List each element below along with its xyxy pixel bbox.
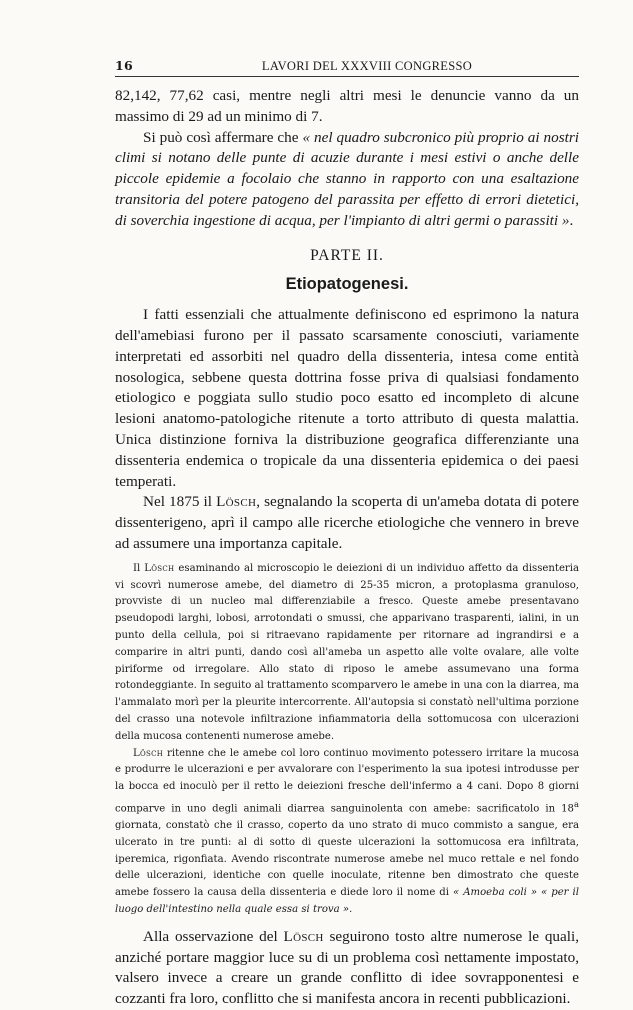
italic-quote: « Amoeba coli » « per il luogo dell'intestino nella quale essa si trova » [115, 887, 579, 916]
paragraph-losch-discovery [115, 492, 579, 554]
paragraph-rest: esaminando al microscopio le deiezioni di un individuo affetto da dissenteria vi scovrì numerose amebe, del diametro di 25-35 micron, a protoplasma granuloso, provviste di un nucleo mal differenziabile a fresco. Queste amebe presentavano pseudopodi larghi, lobosi, arrotondati o smussi, che apparivano trasparenti, ialini, in un punto della cellula, poi si ritraevano rapidamente per ritornare ad ingrandirsi e a comparire in altri punti, dando così all'ameba un aspetto alle volte ovalare, alle volte piriforme od irregolare. Allo stato di riposo le amebe assumevano una forma rotondeggiante. In seguito al trattamento scomparvero le amebe in una con la diarrea, ma l'ammalato morì per la pleurite intercorrente. All'autopsia si constatò nell'ultima porzione del crasso una notevole infiltrazione infiammatoria della sottomucosa con ulcerazioni della mucosa contenenti numerose amebe. [115, 562, 579, 742]
small-print-block [115, 561, 579, 919]
ordinal-superscript: a [573, 798, 579, 809]
paragraph-rest: ritenne che le amebe col loro continuo movimento potessero irritare la mucosa e produrre le ulcerazioni e per avvalorare con l'esperimento la sua ipotesi introdusse per la bocca ed inoculò per il retto le deiezioni fresche dell'infermo a 4 cani. Dopo 8 giorni comparve in uno degli animali diarrea sanguinolenta con amebe: sacrificatolo in 18 [115, 747, 579, 815]
paragraph-rest: , segnalando la scoperta di un'ameba dotata di potere dissenterigeno, aprì il campo alle ricerche etiologiche che vennero in breve ad assumere una importanza capitale. [115, 493, 579, 552]
paragraph-essential-facts: I fatti essenziali che attualmente definiscono ed esprimono la natura dell'amebiasi furono per il passato scarsamente conosciuti, variamente interpretati ed assorbiti nel quadro della dissenteria, intesa come entità nosologica, sebbene questa dottrina fosse priva di qualsiasi fondamento etiologico e poggiata sullo studio poco esatto ed incompleto di alcune lesioni anatomo-patologiche ritenute a torto attributo di questa malattia. Unica distinzione forniva la distribuzione geografica differenziante una dissenteria endemica o tropicale da una dissenteria epidemica o dei paesi temperati. [115, 306, 579, 490]
paragraph-climate-quote [115, 128, 579, 232]
quoted-passage: « nel quadro subcronico più proprio ai nostri climi si notano delle punte di acuzie durante i mesi estivi o anche delle piccole epidemie a focolaio che stanno in rapporto con una esaltazione transitoria del potere patogeno del parassita per effetto di errori dietetici, di soverchia ingestione di acqua, per l'impianto di altri germi o parassiti » [115, 128, 579, 229]
small-paragraph-experiment [115, 746, 579, 919]
paragraph-end: . [349, 904, 353, 916]
author-name: Lösch [133, 747, 164, 759]
author-name: Lösch [216, 493, 257, 511]
author-name: Lösch [283, 927, 324, 945]
paragraph-lead: Il [133, 562, 145, 574]
section-label: PARTE II. [310, 246, 384, 264]
paragraph-lead: Alla osservazione del [143, 927, 284, 945]
paragraph-lead: Si può così affermare che [143, 128, 303, 146]
running-title: LAVORI DEL XXXVIII CONGRESSO [261, 59, 473, 73]
page-body [115, 86, 579, 1010]
header-rule [115, 76, 579, 77]
paragraph-rest-continued: giornata, constatò che il crasso, coperto da uno strato di muco commisto a sangue, era ulcerato in tre punti: al di sotto di queste ulcerazioni la sottomucosa era infiltrata, iperemica, rigonfiata. Avendo riscontrate numerose amebe nel muco rettale e nel fondo delle ulcerazioni, identiche con quelle inoculate, ritenne ben dimostrato che queste amebe fossero la causa della dissenteria e diede loro il nome di [115, 820, 579, 899]
paragraph-rest: seguirono tosto altre numerose le quali, anziché portare maggior luce su di un problema così nettamente impostato, valsero invece a creare un grande conflitto di idee sovrapponentesi e cozzanti fra loro, conflitto che si manifesta ancora in recenti pubblicazioni. [115, 927, 579, 1008]
author-name: Lösch [144, 562, 175, 574]
paragraph-conflict [115, 927, 579, 1010]
small-paragraph-microscope [115, 561, 579, 746]
page-header [115, 58, 579, 74]
paragraph-continuation: 82,142, 77,62 casi, mentre negli altri mesi le denuncie vanno da un massimo di 29 ad un minimo di 7. [115, 87, 579, 125]
page-number: 16 [115, 58, 133, 73]
paragraph-end: . [569, 211, 574, 229]
section-title: Etiopatogenesi. [285, 275, 409, 294]
paragraph-lead: Nel 1875 il [143, 493, 217, 511]
